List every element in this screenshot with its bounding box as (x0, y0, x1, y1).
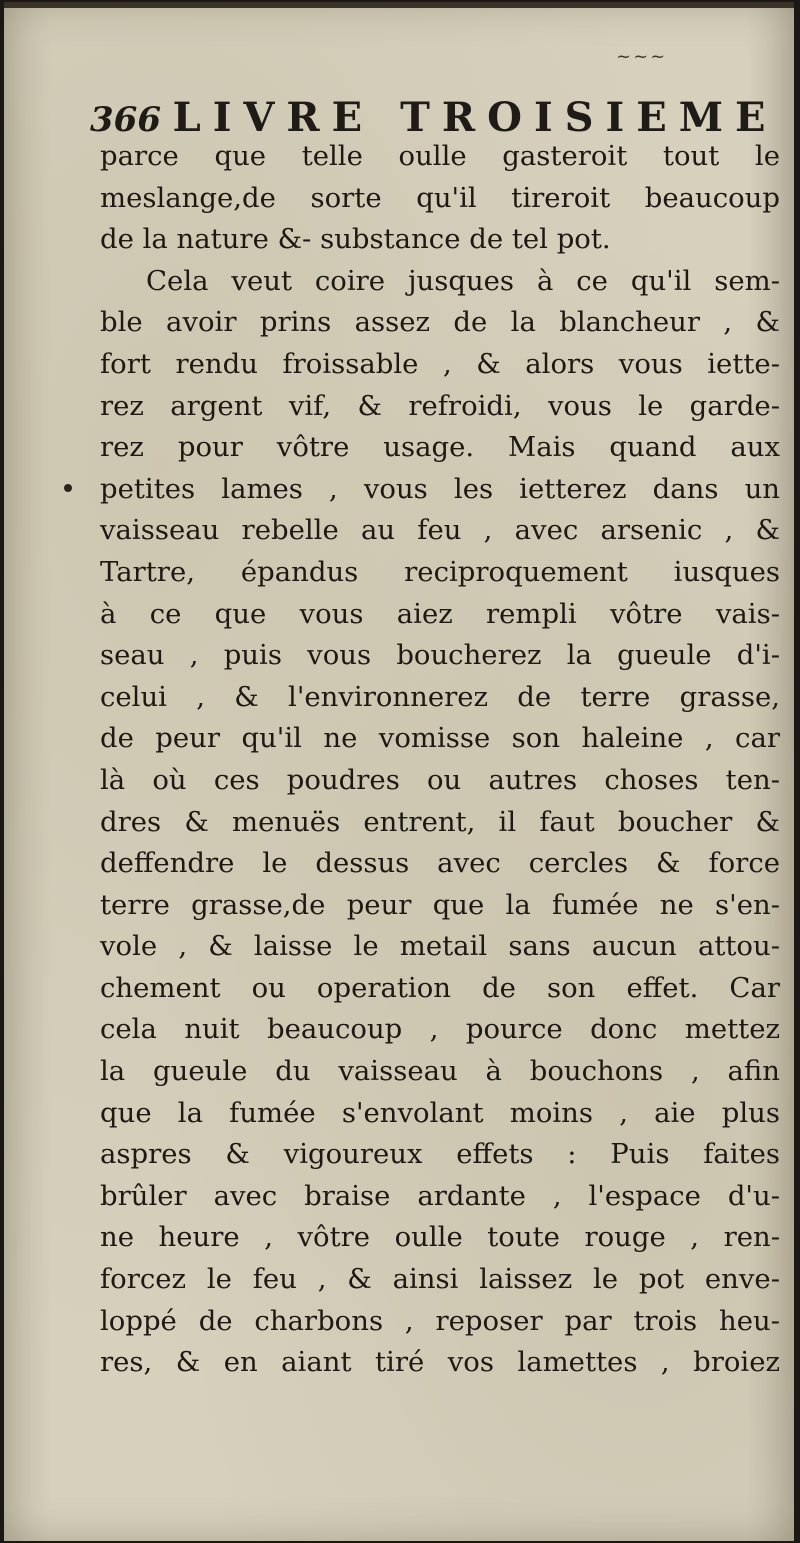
text-line: rez argent vif, & refroidi, vous le garde- (100, 389, 780, 422)
text-line: deffendre le dessus avec cercles & force (100, 847, 780, 880)
text-line: vaisseau rebelle au feu , avec arsenic , & (100, 514, 780, 547)
margin-ink-mark (64, 484, 72, 492)
page-top-edge (4, 2, 794, 8)
text-line: la gueule du vaisseau à bouchons , afin (100, 1055, 780, 1088)
text-line: forcez le feu , & ainsi laissez le pot enve- (100, 1263, 780, 1296)
text-line: seau , puis vous boucherez la gueule d'i- (100, 639, 780, 672)
text-line: ble avoir prins assez de la blancheur , & (100, 306, 780, 339)
text-line: là où ces poudres ou autres choses ten- (100, 763, 780, 796)
text-line: res, & en aiant tiré vos lamettes , broiez (100, 1346, 780, 1379)
catch-mark: ~~~ (616, 46, 668, 67)
book-page (4, 2, 794, 1541)
running-title: LIVRE TROISIEME (172, 94, 778, 141)
text-line: aspres & vigoureux effets : Puis faites (100, 1138, 780, 1171)
text-line: fort rendu froissable , & alors vous iette- (100, 347, 780, 380)
text-line: ne heure , vôtre oulle toute rouge , ren- (100, 1221, 780, 1254)
body-text (100, 136, 780, 1384)
text-line: Cela veut coire jusques à ce qu'il sem- (146, 264, 780, 297)
text-line: vole , & laisse le metail sans aucun attou- (100, 930, 780, 963)
page-number: 366 (90, 100, 161, 140)
text-line: cela nuit beaucoup , pource donc mettez (100, 1013, 780, 1046)
text-line: brûler avec braise ardante , l'espace d'u- (100, 1179, 780, 1212)
text-line: meslange,de sorte qu'il tireroit beaucoup (100, 181, 780, 214)
text-line: dres & menuës entrent, il faut boucher & (100, 805, 780, 838)
running-head (90, 94, 778, 141)
text-line: terre grasse,de peur que la fumée ne s'en- (100, 888, 780, 921)
text-line: celui , & l'environnerez de terre grasse, (100, 680, 780, 713)
text-line: de peur qu'il ne vomisse son haleine , car (100, 722, 780, 755)
text-line: chement ou operation de son effet. Car (100, 971, 780, 1004)
text-line: parce que telle oulle gasteroit tout le (100, 140, 780, 172)
text-line: Tartre, épandus reciproquement iusques (100, 555, 780, 588)
text-line: rez pour vôtre usage. Mais quand aux (100, 431, 780, 464)
text-line: à ce que vous aiez rempli vôtre vais- (100, 597, 780, 630)
text-line: petites lames , vous les ietterez dans un (100, 472, 780, 505)
text-line: loppé de charbons , reposer par trois heu- (100, 1304, 780, 1337)
text-line: que la fumée s'envolant moins , aie plus (100, 1096, 780, 1129)
text-line: de la nature &- substance de tel pot. (100, 223, 611, 256)
